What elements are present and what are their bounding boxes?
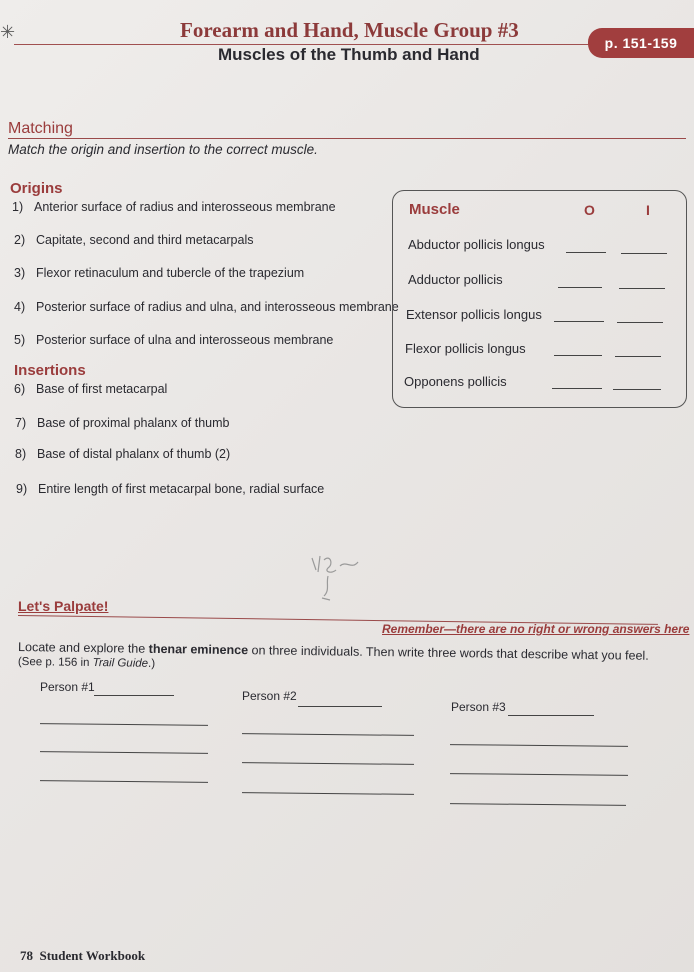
insertion-answer-blank[interactable] <box>621 253 667 254</box>
origin-answer-blank[interactable] <box>566 252 606 253</box>
palpate-heading: Let's Palpate! <box>18 598 109 614</box>
page-number: 78 <box>20 948 33 963</box>
matching-divider <box>8 138 686 139</box>
person-1-word-line[interactable] <box>40 780 208 783</box>
person-1-word-line[interactable] <box>40 751 208 754</box>
origins-heading: Origins <box>10 180 63 197</box>
person-2-word-line[interactable] <box>242 792 414 795</box>
person-2-name-line[interactable] <box>298 706 382 707</box>
person-2-word-line[interactable] <box>242 762 414 765</box>
origin-answer-blank[interactable] <box>552 388 602 389</box>
palpate-instruction: Locate and explore the thenar eminence on three individuals. Then write three words that describe what you feel. (See p. 156 in Trail Guide.) <box>17 640 649 670</box>
person-1-word-line[interactable] <box>40 723 208 726</box>
muscle-name: Flexor pollicis longus <box>405 341 526 356</box>
muscle-name: Opponens pollicis <box>404 374 507 389</box>
person-3-word-line[interactable] <box>450 773 628 776</box>
person-3-label: Person #3 <box>451 700 506 714</box>
origin-item-2: 2) Capitate, second and third metacarpals <box>14 233 254 247</box>
corner-star-icon: ✳ <box>0 22 16 42</box>
person-3-word-line[interactable] <box>450 803 626 806</box>
insertion-answer-blank[interactable] <box>613 389 661 390</box>
origin-column-heading: O <box>584 202 595 218</box>
remember-note: Remember—there are no right or wrong answers here <box>382 622 690 636</box>
person-2-label: Person #2 <box>242 689 297 703</box>
origin-answer-blank[interactable] <box>558 287 602 288</box>
muscle-name: Adductor pollicis <box>408 272 503 287</box>
workbook-label: Student Workbook <box>39 948 146 963</box>
pencil-sketch-icon <box>300 550 370 610</box>
insertion-item-8: 8) Base of distal phalanx of thumb (2) <box>15 447 231 461</box>
origin-item-5: 5) Posterior surface of ulna and interosseous membrane <box>14 333 334 347</box>
page-title: Forearm and Hand, Muscle Group #3 <box>180 18 519 42</box>
origin-answer-blank[interactable] <box>554 321 604 322</box>
insertion-item-7: 7) Base of proximal phalanx of thumb <box>15 416 230 430</box>
insertion-answer-blank[interactable] <box>617 322 663 323</box>
person-2-word-line[interactable] <box>242 733 414 736</box>
page-range-badge: p. 151-159 <box>588 28 694 58</box>
matching-heading: Matching <box>8 120 73 137</box>
person-1-name-line[interactable] <box>94 695 174 696</box>
page-footer <box>20 948 145 964</box>
origin-item-1: 1) Anterior surface of radius and interosseous membrane <box>12 200 336 214</box>
origin-item-3: 3) Flexor retinaculum and tubercle of the trapezium <box>14 266 305 280</box>
person-1-label: Person #1 <box>40 680 95 694</box>
insertion-answer-blank[interactable] <box>615 356 661 357</box>
insertion-item-6: 6) Base of first metacarpal <box>14 382 168 396</box>
insertions-heading: Insertions <box>14 362 86 379</box>
trail-guide-reference: (See p. 156 in Trail Guide.) <box>17 655 156 670</box>
muscle-name: Abductor pollicis longus <box>408 237 545 252</box>
person-3-word-line[interactable] <box>450 744 628 747</box>
insertion-column-heading: I <box>646 202 650 218</box>
page-subtitle: Muscles of the Thumb and Hand <box>218 45 480 64</box>
insertion-answer-blank[interactable] <box>619 288 665 289</box>
origin-answer-blank[interactable] <box>554 355 602 356</box>
matching-instruction: Match the origin and insertion to the correct muscle. <box>8 142 318 157</box>
origin-item-4: 4) Posterior surface of radius and ulna, and interosseous membrane <box>14 300 399 314</box>
muscle-column-heading: Muscle <box>409 201 460 218</box>
insertion-item-9: 9) Entire length of first metacarpal bone, radial surface <box>16 482 325 496</box>
muscle-name: Extensor pollicis longus <box>406 307 542 322</box>
person-3-name-line[interactable] <box>508 715 594 716</box>
